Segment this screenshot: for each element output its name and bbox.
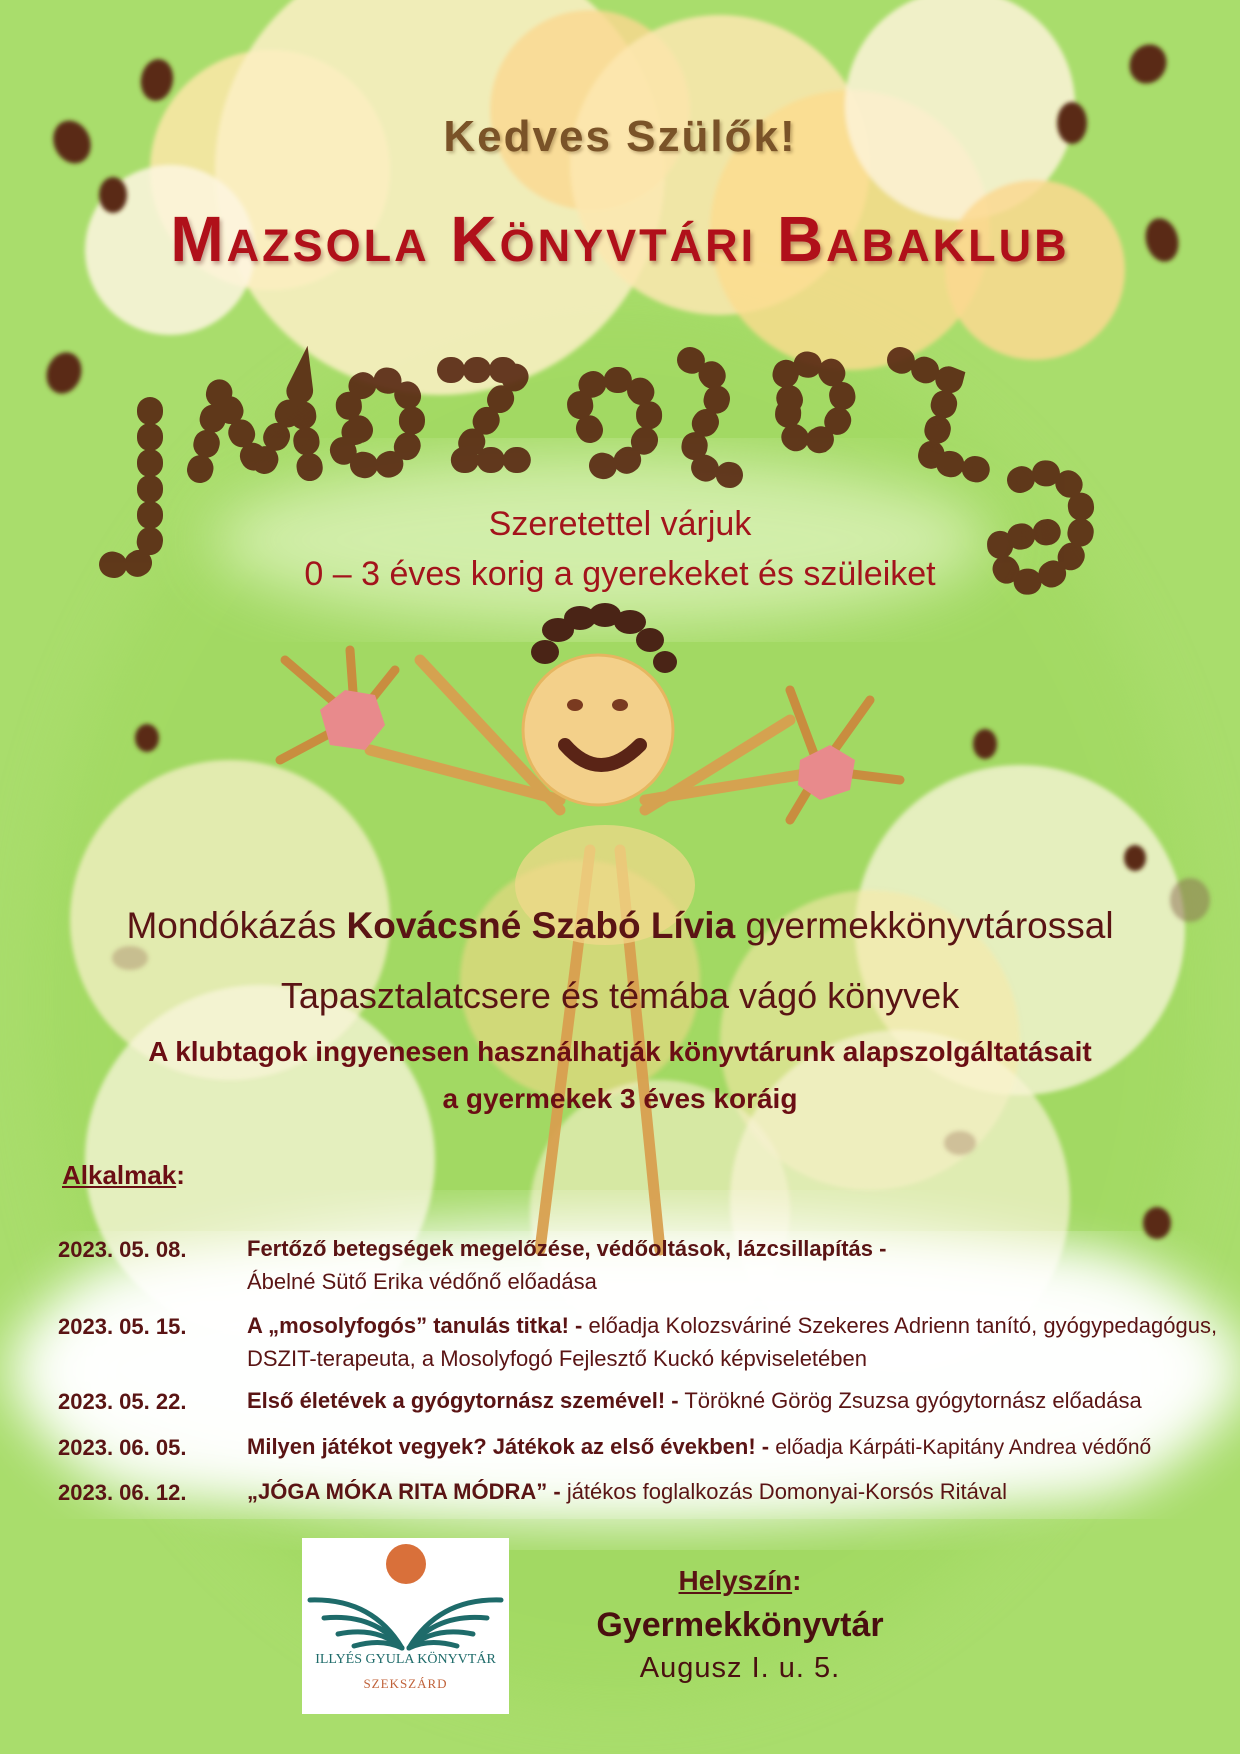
event-desc: Törökné Görög Zsuzsa gyógytornász előadása: [684, 1388, 1142, 1413]
event-item: [247, 1309, 1227, 1375]
welcome-line-1: Szeretettel várjuk: [488, 505, 752, 543]
schedule-heading-colon: :: [176, 1160, 185, 1190]
event-title: Milyen játékot vegyek? Játékok az első években! -: [247, 1434, 770, 1459]
host-name: Kovácsné Szabó Lívia: [346, 905, 736, 946]
venue-label-colon: :: [792, 1565, 802, 1596]
host-suffix: gyermekkönyvtárossal: [735, 905, 1114, 946]
event-item: [247, 1232, 1227, 1298]
venue-name: Gyermekkönyvtár: [596, 1606, 884, 1644]
page-title: Mazsola Könyvtári Babaklub: [170, 203, 1070, 275]
greeting-heading: Kedves Szülők!: [443, 112, 797, 161]
event-date: 2023. 06. 12.: [58, 1480, 187, 1505]
event-date: 2023. 06. 05.: [58, 1435, 187, 1460]
event-date: 2023. 05. 15.: [58, 1314, 187, 1339]
event-item: [247, 1384, 1227, 1417]
membership-line-2: a gyermekek 3 éves koráig: [442, 1083, 798, 1114]
event-item: [247, 1475, 1227, 1508]
schedule-heading-label: Alkalmak: [62, 1160, 177, 1190]
event-title: Fertőző betegségek megelőzése, védőoltások, lázcsillapítás -: [247, 1236, 887, 1261]
venue-address: Augusz I. u. 5.: [639, 1652, 841, 1684]
membership-line-1: A klubtagok ingyenesen használhatják könyvtárunk alapszolgáltatásait: [148, 1036, 1092, 1067]
event-desc: Ábelné Sütő Erika védőnő előadása: [247, 1269, 597, 1294]
host-prefix: Mondókázás: [126, 905, 347, 946]
event-date: 2023. 05. 08.: [58, 1237, 187, 1262]
welcome-line-2: 0 – 3 éves korig a gyerekeket és szüleiket: [304, 555, 936, 593]
event-desc: előadja Kárpáti-Kapitány Andrea védőnő: [775, 1436, 1152, 1459]
event-desc: játékos foglalkozás Domonyai-Korsós Ritával: [566, 1479, 1008, 1504]
library-city: SZEKSZÁRD: [363, 1676, 448, 1691]
event-date: 2023. 05. 22.: [58, 1389, 187, 1414]
event-title: „JÓGA MÓKA RITA MÓDRA” -: [247, 1479, 561, 1504]
event-title: A „mosolyfogós” tanulás titka! -: [247, 1313, 583, 1338]
exchange-line: Tapasztalatcsere és témába vágó könyvek: [280, 975, 960, 1016]
event-item: [247, 1430, 1227, 1464]
schedule-heading: [62, 1160, 185, 1191]
venue-label: [590, 1565, 890, 1597]
library-name: ILLYÉS GYULA KÖNYVTÁR: [315, 1652, 496, 1667]
venue-label-text: Helyszín: [678, 1565, 793, 1596]
event-title: Első életévek a gyógytornász szemével! -: [247, 1388, 679, 1413]
event-desc: előadja Kolozsváriné Szekeres Adrienn tanító, gyógypedagógus, DSZIT-terapeuta, a Mosolyfogó Fejlesztő Kuckó képviseletében: [247, 1313, 1218, 1371]
host-line: [0, 905, 1240, 947]
